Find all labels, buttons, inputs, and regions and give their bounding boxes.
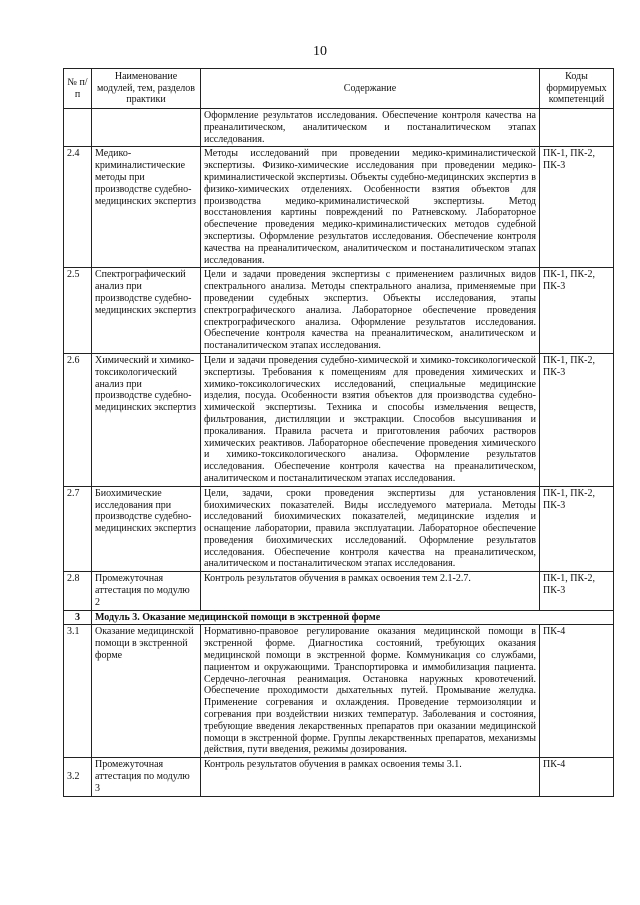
row-codes: ПК-1, ПК-2, ПК-3 [540,147,614,268]
table-row [64,625,614,758]
row-content: Контроль результатов обучения в рамках освоения тем 2.1-2.7. [201,572,540,610]
row-num: 3.1 [64,625,92,758]
table-row [64,147,614,268]
row-content: Цели и задачи проведения экспертизы с применением различных видов спектрального анализа. Методы спектрального анализа, применяемые при проведении судебных экспертиз. Объекты исследования, этапы спектрографического анализа. Лабораторное обеспечение проведения спектрографического анализа. Оформление результатов исследования. Обеспечение контроля качества на преаналитическом, аналитическом и постаналитическом этапах исследования. [201,268,540,354]
header-num: № п/п [64,69,92,109]
row-content: Цели, задачи, сроки проведения экспертизы для установления биохимических показателей. Виды исследуемого материала. Методы исследований биохимических показателей, медицинские изделия и оснащение лаборатории, правила эксплуатации. Лабораторное обеспечение проведения биохимических исследований. Оформление результатов исследования. Обеспечение контроля качества на преаналитическом, аналитическом и постаналитическом этапах исследования. [201,486,540,572]
table-row [64,572,614,610]
row-num: 2.8 [64,572,92,610]
table-row [64,486,614,572]
table-body [64,109,614,797]
row-module: Медико-криминалистические методы при производстве судебно-медицинских экспертиз [92,147,201,268]
row-content: Оформление результатов исследования. Обеспечение контроля качества на преаналитическом, аналитическом и постаналитическом этапах исследования. [201,109,540,147]
row-content: Методы исследований при проведении медико-криминалистической экспертизы. Физико-химические исследования при проведении медико-криминалистической экспертизы. Объекты судебно-медицинских экспертиз в физико-химических отделениях. Особенности взятия объектов для производства медико-криминалистической экспертизы. Метод восстановления картины повреждений по Ратневскому. Лабораторное обеспечение проведения медико-криминалистических методов судебной экспертизы. Оформление результатов исследования. Обеспечение контроля качества на преаналитическом, аналитическом и постаналитическом этапах исследования. [201,147,540,268]
row-content: Контроль результатов обучения в рамках освоения темы 3.1. [201,758,540,796]
row-content: Нормативно-правовое регулирование оказания медицинской помощи в экстренной форме. Диагностика состояний, требующих оказания медицинской помощи в экстренной форме. Коммуникация со службами, пациентом и окружающими. Транспортировка и иммобилизация пациента. Сердечно-легочная реанимация. Остановка наружных кровотечений. Обеспечение проходимости дыхательных путей. Промывание желудка. Применение согревания и охлаждения. Проведение термоизоляции и согревания при воздействии низких температур. Заболевания и состояния, требующие введения лекарственных препаратов при оказании медицинской помощи в экстренной форме. Группы лекарственных препаратов, механизмы действия, пути введения, режимы дозирования. [201,625,540,758]
header-content: Содержание [201,69,540,109]
row-codes: ПК-1, ПК-2, ПК-3 [540,572,614,610]
page-number: 10 [313,44,327,59]
row-module [92,109,201,147]
row-num: 2.7 [64,486,92,572]
row-num: 2.5 [64,268,92,354]
table-header [64,69,614,109]
row-num: 3.2 [64,758,92,796]
row-module: Промежуточная аттестация по модулю 2 [92,572,201,610]
row-content: Цели и задачи проведения судебно-химической и химико-токсикологической экспертизы. Требования к помещениям для проведения химических и химико-токсикологических исследований, специальные медицинские изделия, посуда. Особенности взятия объектов для производства судебно-химической экспертизы. Техника и способы измельчения веществ, фильтрования, дистилляции и экстракции. Способов высушивания и прокаливания. Правила расчета и приготовления рабочих растворов химических реактивов. Лабораторное обеспечение проведения химического и химико-токсикологического анализа. Оформление результатов исследования. Обеспечение контроля качества на преаналитическом, аналитическом и постаналитическом этапах исследования. [201,353,540,486]
header-module: Наименование модулей, тем, разделов практики [92,69,201,109]
module-3-header-row [64,610,614,625]
row-codes: ПК-1, ПК-2, ПК-3 [540,353,614,486]
table-row [64,758,614,796]
row-codes [540,109,614,147]
row-codes: ПК-4 [540,758,614,796]
table-row [64,268,614,354]
curriculum-table [63,68,614,797]
header-codes: Коды формируемых компетенций [540,69,614,109]
module-3-num: 3 [64,610,92,625]
row-module: Биохимические исследования при производстве судебно-медицинских экспертиз [92,486,201,572]
row-codes: ПК-1, ПК-2, ПК-3 [540,486,614,572]
row-codes: ПК-1, ПК-2, ПК-3 [540,268,614,354]
row-module: Химический и химико-токсикологический анализ при производстве судебно-медицинских экспертиз [92,353,201,486]
row-module: Спектрографический анализ при производстве судебно-медицинских экспертиз [92,268,201,354]
row-num [64,109,92,147]
row-codes: ПК-4 [540,625,614,758]
table-row [64,353,614,486]
row-num: 2.4 [64,147,92,268]
row-module: Промежуточная аттестация по модулю 3 [92,758,201,796]
row-module: Оказание медицинской помощи в экстренной форме [92,625,201,758]
row-num: 2.6 [64,353,92,486]
module-3-title: Модуль 3. Оказание медицинской помощи в экстренной форме [92,610,614,625]
table-row [64,109,614,147]
